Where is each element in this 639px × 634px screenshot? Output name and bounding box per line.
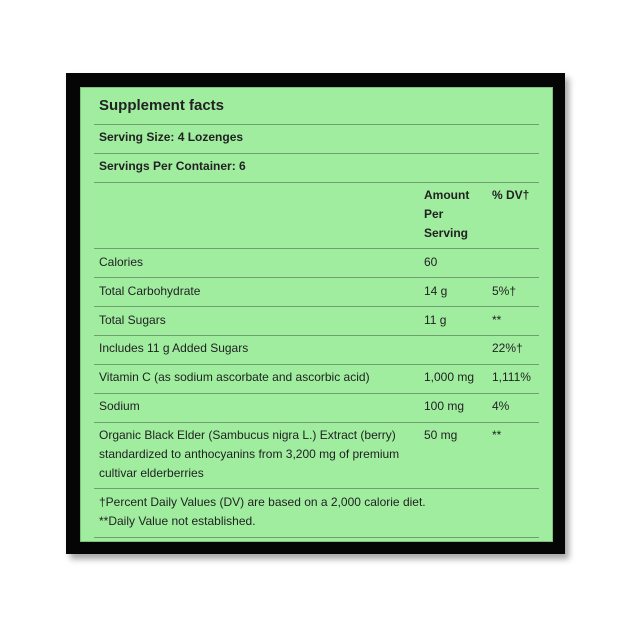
serving-size: Serving Size: 4 Lozenges [99,130,244,144]
row-sodium-name: Sodium [99,399,140,413]
row-black-elder-name: Organic Black Elder (Sambucus nigra L.) Extract (berry) standardized to anthocyanins from 3,200 mg of premium cultivar elderberries [99,428,400,480]
amount-per-serving-header: Amount Per Serving [424,188,470,240]
row-calories-name: Calories [99,255,144,269]
row-carbohydrate-dv: 5%† [492,284,517,298]
row-vitamin-c-name: Vitamin C (as sodium ascorbate and ascorbic acid) [99,370,370,384]
footnote-dv: †Percent Daily Values (DV) are based on a 2,000 calorie diet. [99,495,426,509]
row-carbohydrate-amount: 14 g [424,284,448,298]
footnote-not-established: **Daily Value not established. [99,514,256,528]
row-added-sugars-name: Includes 11 g Added Sugars [99,341,249,355]
row-sodium-amount: 100 mg [424,399,465,413]
divider [94,537,539,538]
row-vitamin-c-amount: 1,000 mg [424,370,475,384]
divider [94,393,539,394]
divider [94,306,539,307]
divider [94,364,539,365]
row-sodium-dv: 4% [492,399,510,413]
divider [94,124,539,125]
row-black-elder-dv: ** [492,428,502,442]
divider [94,153,539,154]
servings-per-container: Servings Per Container: 6 [99,159,246,173]
divider [94,277,539,278]
row-vitamin-c-dv: 1,111% [492,370,531,384]
divider [94,488,539,489]
divider [94,335,539,336]
divider [94,248,539,249]
panel-title: Supplement facts [99,97,225,114]
row-black-elder-amount: 50 mg [424,428,458,442]
divider [94,182,539,183]
row-sugars-name: Total Sugars [99,313,166,327]
dv-header: % DV† [492,188,530,202]
supplement-facts-panel [80,87,553,542]
divider [94,422,539,423]
row-carbohydrate-name: Total Carbohydrate [99,284,201,298]
row-calories-amount: 60 [424,255,438,269]
row-added-sugars-dv: 22%† [492,341,523,355]
label-frame [66,73,565,554]
row-sugars-amount: 11 g [424,313,447,327]
row-sugars-dv: ** [492,313,502,327]
